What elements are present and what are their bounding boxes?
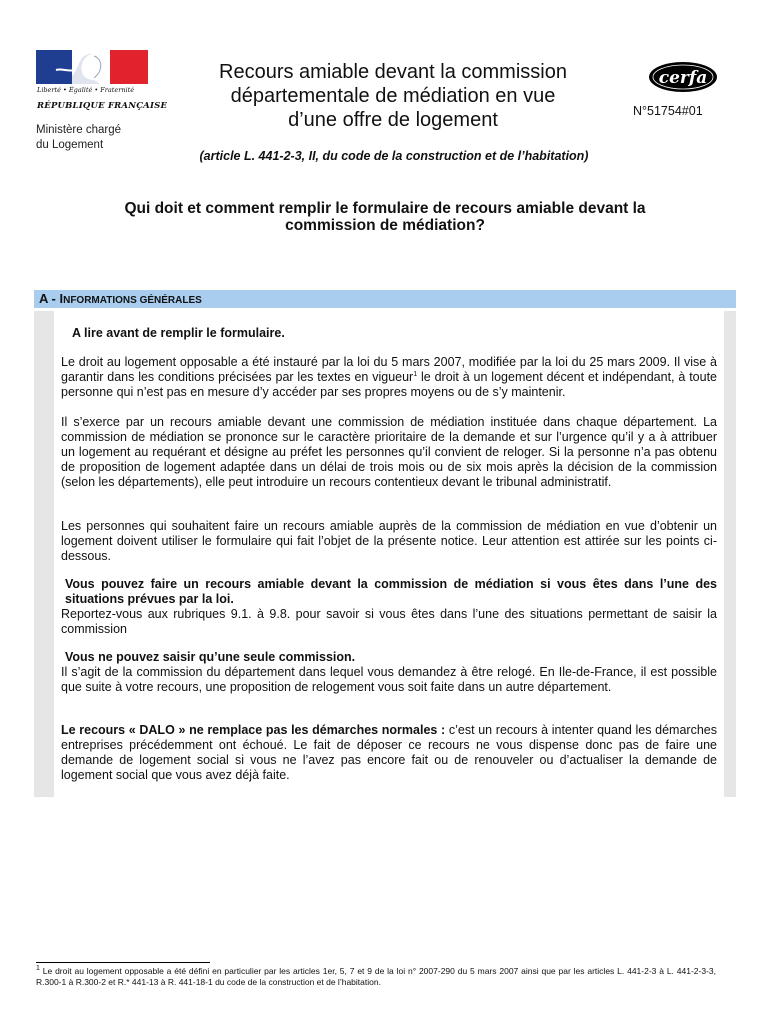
situations-bold: Vous pouvez faire un recours amiable devant la commission de médiation si vous êtes dans l’une des situations prévues par la loi.	[65, 577, 717, 606]
section-title-rest: NFORMATIONS GÉNÉRALES	[63, 295, 202, 306]
footnote-ref: 1	[413, 370, 418, 378]
cerfa-logo	[647, 60, 719, 94]
ministry-label	[36, 123, 121, 153]
section-content-frame	[34, 311, 736, 797]
title-line-2: départementale de médiation en vue	[230, 85, 556, 107]
situations-text: Reportez-vous aux rubriques 9.1. à 9.8. pour savoir si vous êtes dans l’une des situations permettant de saisir la commission	[61, 607, 717, 636]
cerfa-logo-text: cerfa	[658, 68, 708, 88]
subtitle-line-1: Qui doit et comment remplir le formulaire de recours amiable devant la	[124, 200, 646, 217]
section-title	[39, 291, 202, 306]
read-before-heading: A lire avant de remplir le formulaire.	[72, 326, 285, 340]
ministry-line-2: du Logement	[36, 139, 104, 151]
single-commission-text: Il s’agit de la commission du département dans lequel vous demandez à être relogé. En Ile-de-France, il est possible que suite à votre recours, une proposition de relogement vous soit faite dans un autre département.	[61, 665, 717, 694]
paragraph-commission: Il s’exerce par un recours amiable devant une commission de médiation instituée dans chaque département. La commission de médiation se prononce sur le caractère prioritaire de la demande et sur l’urgence qu’il y a à attribuer un logement au requérant et désigne au préfet les personnes qu’il convient de reloger. Si la personne n’a pas obtenu de proposition de logement adaptée dans un délai de trois mois ou de six mois après la décision de la commission (selon les départements), elle peut introduire un recours contentieux devant le tribunal administratif.	[61, 415, 717, 489]
footnote-divider	[36, 962, 210, 963]
footnote	[36, 966, 716, 988]
title-line-1: Recours amiable devant la commission	[219, 61, 567, 83]
paragraph-law-text-b: le droit à un logement décent et indépendant, à toute personne qui n’est pas en mesure d’y accéder par ses propres moyens ou de s’y maintenir.	[61, 370, 717, 399]
footnote-number: 1	[36, 965, 40, 973]
section-content	[54, 311, 724, 797]
dalo-text: c’est un recours à intenter quand les démarches entreprises précédemment ont échoué. Le fait de déposer ce recours ne vous dispense donc pas de faire une demande de logement social si vous ne l’avez pas encore fait ou de renouveler ou d’actualiser la demande de logement social que vous avez déjà faite.	[61, 723, 717, 782]
paragraph-single-commission	[61, 650, 717, 695]
title-line-3: d’une offre de logement	[288, 109, 498, 131]
section-letter: A -	[39, 291, 60, 306]
single-commission-bold: Vous ne pouvez saisir qu’une seule commission.	[65, 650, 356, 664]
logo-motto: Liberté • Égalité • Fraternité	[37, 86, 135, 94]
paragraph-who: Les personnes qui souhaitent faire un recours amiable auprès de la commission de médiation en vue d’obtenir un logement doivent utiliser le formulaire qui fait l’objet de la présente notice. Leur attention est attirée sur les points ci-dessous.	[61, 519, 717, 563]
section-title-initial: I	[59, 291, 64, 306]
paragraph-situations	[61, 577, 717, 637]
section-header-bar	[34, 290, 736, 308]
logo-republic: RÉPUBLIQUE FRANÇAISE	[37, 101, 168, 111]
dalo-bold: Le recours « DALO » ne remplace pas les démarches normales :	[61, 723, 446, 737]
paragraph-law-text-a: Le droit au logement opposable a été instauré par la loi du 5 mars 2007, modifiée par la loi du 25 mars 2009. Il vise à garantir dans les conditions précisées par les textes en vigueur	[61, 355, 717, 384]
page-subtitle	[40, 200, 730, 234]
subtitle-line-2: commission de médiation?	[285, 217, 485, 234]
ministry-line-1: Ministère chargé	[36, 124, 122, 136]
article-reference: (article L. 441-2-3, II, du code de la construction et de l’habitation)	[199, 149, 589, 163]
footnote-text: Le droit au logement opposable a été défini en particulier par les articles 1er, 5, 7 et 9 de la loi n° 2007-290 du 5 mars 2007 ainsi que par les articles L. 441-2-3 à L. 441-2-3-3, R.300-1 à R.300-2 et R.* 441-13 à R. 441-18-1 du code de la construction et de l’habitation.	[36, 966, 716, 987]
paragraph-dalo	[61, 723, 717, 783]
document-title	[170, 60, 616, 132]
cerfa-number: N°51754#01	[633, 104, 703, 118]
paragraph-law	[61, 355, 717, 400]
